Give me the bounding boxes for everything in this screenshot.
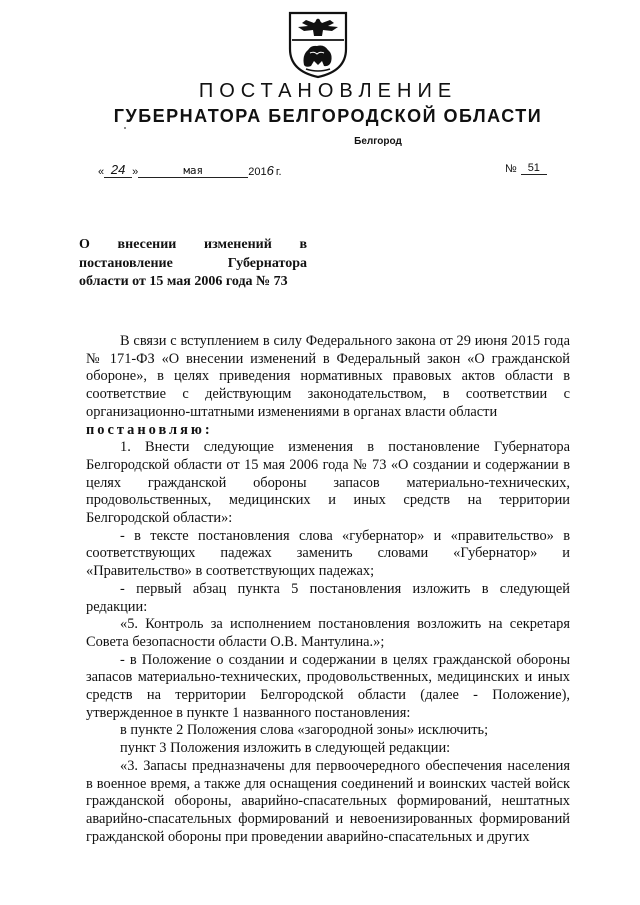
paragraph-abzac-change: - первый абзац пункта 5 постановления изложить в следующей редакции: — [86, 580, 570, 615]
decree-word-line — [86, 422, 570, 440]
paragraph-item-1: 1. Внести следующие изменения в постановление Губернатора Белгородской области от 15 мая 2006 года № 73 «О создании и содержании в целях гражданской обороны запасов материально-технических, продовольственных, медицинских и иных средств на территории Белгородской области»: — [86, 439, 570, 527]
paragraph-point-3-intro: пункт 3 Положения изложить в следующей редакции: — [120, 740, 451, 757]
date-year-suffix: г. — [275, 166, 282, 178]
date-year-prefix: 201 — [248, 166, 267, 178]
date-day: 24 — [104, 162, 132, 178]
paragraph-preamble: В связи с вступлением в силу Федерального закона от 29 июня 2015 года № 171-ФЗ «О внесении изменений в Федеральный закон «О гражданской обороне», в целях приведения нормативных правовых актов области в соответствие с действующим законодательством, в соответствии с организационно-штатными изменениями в органах власти области — [86, 333, 570, 420]
paragraph-regulation-change: - в Положение о создании и содержании в целях гражданской обороны запасов материально-технических, продовольственных, медицинских и иных средств на территории Белгородской области (далее - Положение), утвержденное в пункте 1 названного постановления: — [86, 651, 570, 721]
document-number: 51 — [521, 162, 547, 175]
decree-word: постановляю: — [86, 421, 213, 438]
paragraph-point-5: «5. Контроль за исполнением постановления возложить на секретаря Совета безопасности области О.В. Мантулина.»; — [86, 616, 570, 650]
paragraph-point-3: «3. Запасы предназначены для первоочередного обеспечения населения в военное время, а также для оснащения соединений и воинских частей войск гражданской обороны, аварийно-спасательных формирований, нештатных аварийно-спасательных формирований и невоенизированных формирований гражданской обороны при проведении аварийно-спасательных и других — [86, 757, 570, 845]
paragraph-point-2: в пункте 2 Положения слова «загородной зоны» исключить; — [120, 722, 489, 739]
date-close-quote: » — [132, 166, 139, 178]
document-body — [86, 333, 570, 846]
document-title: ПОСТАНОВЛЕНИЕ — [198, 80, 458, 102]
document-subject: О внесении изменений в постановление Губернатора области от 15 мая 2006 года № 73 — [79, 237, 307, 289]
date-year-digit: 6 — [266, 163, 274, 178]
date-open-quote: « — [98, 166, 105, 178]
number-label: № — [505, 163, 517, 175]
paragraph-text-change: - в тексте постановления слова «губернатор» и «правительство» в соответствующих падежах заменить словами «Губернатор» и «Правительство» в соответствующих падежах; — [86, 527, 570, 580]
date-line — [98, 162, 282, 178]
city-label: Белгород — [354, 136, 402, 147]
document-issuer: ГУБЕРНАТОРА БЕЛГОРОДСКОЙ ОБЛАСТИ — [113, 106, 543, 126]
number-line — [505, 162, 547, 175]
scan-speck — [124, 127, 126, 129]
coat-of-arms-icon — [284, 9, 352, 79]
date-month: мая — [138, 164, 248, 178]
